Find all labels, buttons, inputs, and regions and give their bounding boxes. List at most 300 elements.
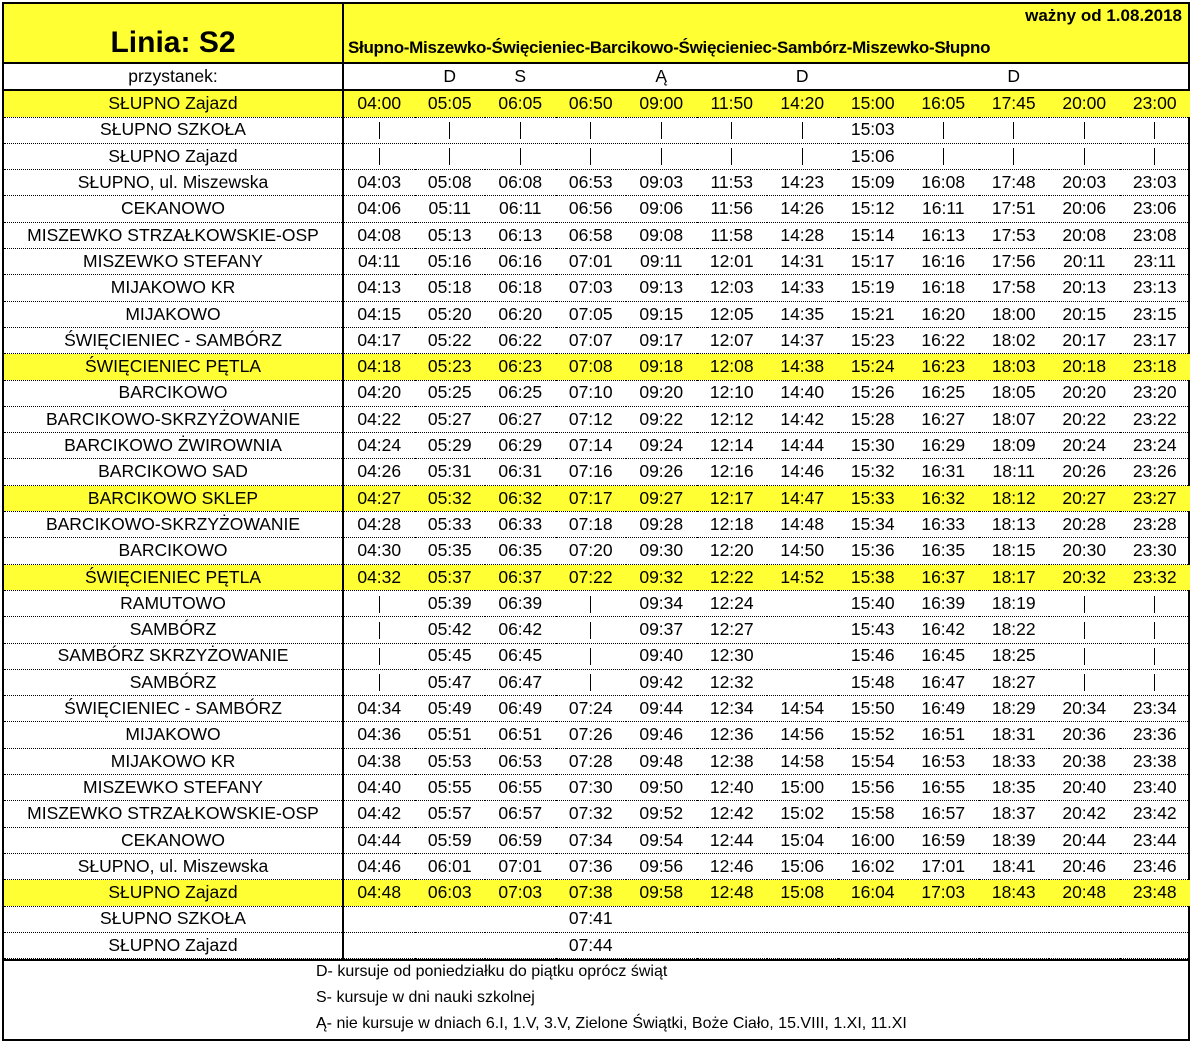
departure-time: 07:41 [556,906,627,932]
stop-row [4,669,1190,695]
note-d: D- kursuje od poniedziałku do piątku oprócz świąt [316,963,668,981]
departure-time: 15:26 [838,380,909,406]
departure-time: 04:00 [343,90,415,117]
departure-time: 07:44 [556,932,627,958]
departure-time: 06:42 [485,617,556,643]
departure-time: 05:37 [415,564,486,590]
departure-time: 06:33 [485,512,556,538]
departure-time: 14:52 [767,564,838,590]
stop-row [4,775,1190,801]
departure-time: 20:15 [1049,301,1120,327]
pass-through-bar [802,148,803,165]
pass-through-bar [590,674,591,691]
departure-time: 15:38 [838,564,909,590]
departure-time: 17:48 [979,170,1050,196]
departure-time: 16:04 [838,880,909,906]
departure-time: 17:58 [979,275,1050,301]
departure-time: 12:27 [697,617,768,643]
stop-row [4,748,1190,774]
departure-time: 20:24 [1049,433,1120,459]
departure-time: 18:19 [979,590,1050,616]
departure-time: 18:39 [979,827,1050,853]
departure-time: 12:18 [697,512,768,538]
no-stop-bar [1120,143,1191,169]
departure-time: 12:42 [697,801,768,827]
departure-time: 09:37 [626,617,697,643]
course-marker [1049,64,1120,90]
departure-time: 14:50 [767,538,838,564]
departure-time: 15:06 [838,143,909,169]
stop-name: CEKANOWO [4,196,343,222]
departure-time: 05:29 [415,433,486,459]
departure-time: 15:36 [838,538,909,564]
stop-name: BARCIKOWO-SKRZYŻOWANIE [4,512,343,538]
pass-through-bar [1013,148,1014,165]
departure-time: 20:20 [1049,380,1120,406]
departure-time: 09:48 [626,748,697,774]
departure-time: 16:57 [908,801,979,827]
departure-time: 12:22 [697,564,768,590]
departure-time: 15:03 [838,117,909,143]
no-stop-bar [556,590,627,616]
departure-time: 06:53 [556,170,627,196]
departure-time: 20:11 [1049,249,1120,275]
departure-time: 20:03 [1049,170,1120,196]
pass-through-bar [1084,622,1085,639]
departure-time: 11:53 [697,170,768,196]
departure-time: 12:48 [697,880,768,906]
departure-time [979,906,1050,932]
departure-time: 05:27 [415,406,486,432]
departure-time: 12:07 [697,327,768,353]
departure-time: 16:32 [908,485,979,511]
departure-time: 18:02 [979,327,1050,353]
departure-time [1120,906,1191,932]
course-marker [343,64,415,90]
departure-time [767,669,838,695]
departure-time: 06:49 [485,696,556,722]
no-stop-bar [1049,590,1120,616]
no-stop-bar [556,117,627,143]
departure-time [767,617,838,643]
departure-time: 05:51 [415,722,486,748]
departure-time: 15:21 [838,301,909,327]
departure-time: 04:06 [343,196,415,222]
pass-through-bar [520,148,521,165]
course-marker [697,64,768,90]
departure-time: 06:29 [485,433,556,459]
departure-time: 16:13 [908,222,979,248]
departure-time: 20:38 [1049,748,1120,774]
departure-time: 04:48 [343,880,415,906]
departure-time: 09:40 [626,643,697,669]
route-box [344,4,1188,62]
departure-time [838,932,909,958]
departure-time [626,932,697,958]
departure-time: 09:20 [626,380,697,406]
no-stop-bar [908,143,979,169]
departure-time: 20:26 [1049,459,1120,485]
departure-time: 07:01 [485,853,556,879]
timetable [4,64,1190,959]
departure-time: 07:14 [556,433,627,459]
departure-time: 18:41 [979,853,1050,879]
pass-through-bar [379,674,380,691]
departure-time [485,932,556,958]
departure-time: 18:07 [979,406,1050,432]
pass-through-bar [1154,148,1155,165]
departure-time: 15:06 [767,853,838,879]
departure-time: 18:00 [979,301,1050,327]
stop-row [4,301,1190,327]
departure-time: 07:03 [485,880,556,906]
departure-time: 06:03 [415,880,486,906]
departure-time: 15:54 [838,748,909,774]
departure-time: 15:17 [838,249,909,275]
departure-time: 06:31 [485,459,556,485]
departure-time [767,643,838,669]
departure-time: 07:07 [556,327,627,353]
departure-time [767,932,838,958]
departure-time: 11:58 [697,222,768,248]
column-header-row [4,64,1190,90]
no-stop-bar [697,143,768,169]
pass-through-bar [1084,674,1085,691]
departure-time: 09:17 [626,327,697,353]
stop-name: SŁUPNO, ul. Miszewska [4,853,343,879]
pass-through-bar [1154,648,1155,665]
departure-time: 23:00 [1120,90,1191,117]
departure-time: 14:20 [767,90,838,117]
departure-time: 15:04 [767,827,838,853]
departure-time: 07:24 [556,696,627,722]
departure-time: 07:16 [556,459,627,485]
departure-time: 09:11 [626,249,697,275]
departure-time: 05:47 [415,669,486,695]
departure-time: 17:03 [908,880,979,906]
departure-time: 20:17 [1049,327,1120,353]
departure-time: 05:55 [415,775,486,801]
stop-row [4,722,1190,748]
departure-time: 04:36 [343,722,415,748]
departure-time: 15:48 [838,669,909,695]
departure-time: 16:49 [908,696,979,722]
departure-time [1049,932,1120,958]
departure-time [979,932,1050,958]
departure-time: 05:11 [415,196,486,222]
departure-time: 16:18 [908,275,979,301]
departure-time: 16:47 [908,669,979,695]
pass-through-bar [449,122,450,139]
departure-time: 07:03 [556,275,627,301]
departure-time: 09:00 [626,90,697,117]
departure-time: 05:31 [415,459,486,485]
departure-time: 15:12 [838,196,909,222]
departure-time: 15:02 [767,801,838,827]
no-stop-bar [1120,643,1191,669]
departure-time: 16:25 [908,380,979,406]
stop-name: SAMBÓRZ [4,617,343,643]
departure-time: 12:03 [697,275,768,301]
departure-time: 20:40 [1049,775,1120,801]
departure-time: 09:18 [626,354,697,380]
departure-time [838,906,909,932]
stop-name: MIJAKOWO KR [4,275,343,301]
departure-time: 07:12 [556,406,627,432]
departure-time: 16:02 [838,853,909,879]
stop-row [4,380,1190,406]
departure-time: 12:40 [697,775,768,801]
departure-time: 06:13 [485,222,556,248]
departure-time: 09:54 [626,827,697,853]
stop-row [4,406,1190,432]
departure-time: 12:01 [697,249,768,275]
departure-time: 09:15 [626,301,697,327]
pass-through-bar [449,148,450,165]
pass-through-bar [379,148,380,165]
pass-through-bar [1084,648,1085,665]
departure-time: 14:48 [767,512,838,538]
departure-time: 18:31 [979,722,1050,748]
departure-time: 16:59 [908,827,979,853]
stop-row [4,170,1190,196]
departure-time: 04:13 [343,275,415,301]
departure-time: 04:42 [343,801,415,827]
no-stop-bar [1120,669,1191,695]
departure-time: 23:15 [1120,301,1191,327]
no-stop-bar [1120,117,1191,143]
departure-time: 04:17 [343,327,415,353]
departure-time: 04:27 [343,485,415,511]
stop-name: MIJAKOWO [4,301,343,327]
departure-time [908,932,979,958]
departure-time: 14:26 [767,196,838,222]
departure-time: 14:54 [767,696,838,722]
stop-name: ŚWIĘCIENIEC PĘTLA [4,354,343,380]
no-stop-bar [697,117,768,143]
departure-time: 04:46 [343,853,415,879]
departure-time: 06:16 [485,249,556,275]
departure-time: 23:34 [1120,696,1191,722]
departure-time: 23:30 [1120,538,1191,564]
departure-time: 15:50 [838,696,909,722]
stop-row [4,459,1190,485]
departure-time: 16:22 [908,327,979,353]
no-stop-bar [767,143,838,169]
departure-time: 07:01 [556,249,627,275]
departure-time: 09:50 [626,775,697,801]
departure-time: 06:50 [556,90,627,117]
departure-time: 07:30 [556,775,627,801]
departure-time: 09:58 [626,880,697,906]
departure-time: 09:52 [626,801,697,827]
pass-through-bar [943,148,944,165]
departure-time: 06:58 [556,222,627,248]
departure-time [697,932,768,958]
departure-time: 09:24 [626,433,697,459]
departure-time: 05:57 [415,801,486,827]
departure-time: 12:12 [697,406,768,432]
highlighted-stop-row [4,485,1190,511]
departure-time: 18:22 [979,617,1050,643]
departure-time [908,906,979,932]
departure-time: 15:32 [838,459,909,485]
departure-time: 23:48 [1120,880,1191,906]
departure-time: 06:23 [485,354,556,380]
pass-through-bar [379,122,380,139]
departure-time: 20:00 [1049,90,1120,117]
departure-time: 05:08 [415,170,486,196]
departure-time: 09:32 [626,564,697,590]
no-stop-bar [1120,617,1191,643]
departure-time: 14:58 [767,748,838,774]
stop-name: MISZEWKO STEFANY [4,249,343,275]
stop-row [4,275,1190,301]
departure-time: 12:46 [697,853,768,879]
pass-through-bar [802,122,803,139]
departure-time: 07:38 [556,880,627,906]
departure-time: 16:29 [908,433,979,459]
stop-name: MIJAKOWO KR [4,748,343,774]
departure-time: 15:40 [838,590,909,616]
departure-time: 12:34 [697,696,768,722]
departure-time: 04:28 [343,512,415,538]
no-stop-bar [1049,617,1120,643]
departure-time: 09:34 [626,590,697,616]
departure-time: 23:38 [1120,748,1191,774]
departure-time: 05:22 [415,327,486,353]
departure-time: 12:08 [697,354,768,380]
departure-time: 05:42 [415,617,486,643]
departure-time: 07:10 [556,380,627,406]
departure-time: 12:14 [697,433,768,459]
departure-time: 23:44 [1120,827,1191,853]
departure-time: 06:37 [485,564,556,590]
departure-time: 15:52 [838,722,909,748]
departure-time: 16:00 [838,827,909,853]
pass-through-bar [1084,122,1085,139]
departure-time: 07:36 [556,853,627,879]
departure-time: 18:27 [979,669,1050,695]
departure-time: 04:24 [343,433,415,459]
stop-row [4,853,1190,879]
departure-time: 09:30 [626,538,697,564]
stop-name: ŚWIĘCIENIEC PĘTLA [4,564,343,590]
stop-column-header: przystanek: [4,64,343,90]
stop-name: MISZEWKO STRZAŁKOWSKIE-OSP [4,222,343,248]
departure-time: 15:30 [838,433,909,459]
departure-time: 12:10 [697,380,768,406]
departure-time: 07:28 [556,748,627,774]
departure-time: 15:08 [767,880,838,906]
no-stop-bar [1049,669,1120,695]
departure-time: 14:37 [767,327,838,353]
highlighted-stop-row [4,880,1190,906]
stop-name: BARCIKOWO SAD [4,459,343,485]
stop-row [4,827,1190,853]
pass-through-bar [590,122,591,139]
course-marker [838,64,909,90]
departure-time: 06:53 [485,748,556,774]
departure-time: 14:31 [767,249,838,275]
no-stop-bar [1049,143,1120,169]
departure-time: 15:34 [838,512,909,538]
departure-time: 05:53 [415,748,486,774]
timetable-sheet [2,2,1190,1041]
line-title-box [4,4,344,62]
departure-time: 23:08 [1120,222,1191,248]
departure-time: 06:59 [485,827,556,853]
departure-time: 09:27 [626,485,697,511]
departure-time: 04:38 [343,748,415,774]
departure-time: 04:22 [343,406,415,432]
departure-time: 14:44 [767,433,838,459]
departure-time: 16:45 [908,643,979,669]
stop-name: BARCIKOWO-SKRZYŻOWANIE [4,406,343,432]
departure-time: 16:33 [908,512,979,538]
stop-name: MISZEWKO STEFANY [4,775,343,801]
departure-time [626,906,697,932]
route-description: Słupno-Miszewko-Święcieniec-Barcikowo-Święcieniec-Sambórz-Miszewko-Słupno [348,38,991,57]
departure-time: 23:24 [1120,433,1191,459]
departure-time: 16:51 [908,722,979,748]
departure-time: 16:53 [908,748,979,774]
departure-time [343,932,415,958]
stop-row [4,117,1190,143]
departure-time: 06:39 [485,590,556,616]
departure-time: 23:20 [1120,380,1191,406]
stop-row [4,327,1190,353]
pass-through-bar [379,622,380,639]
departure-time [485,906,556,932]
departure-time: 05:35 [415,538,486,564]
stop-name: BARCIKOWO SKLEP [4,485,343,511]
line-title: Linia: S2 [110,26,236,59]
departure-time: 15:33 [838,485,909,511]
departure-time: 05:25 [415,380,486,406]
stop-row [4,143,1190,169]
no-stop-bar [979,143,1050,169]
departure-time: 18:12 [979,485,1050,511]
departure-time: 12:30 [697,643,768,669]
stop-name: ŚWIĘCIENIEC - SAMBÓRZ [4,696,343,722]
departure-time: 15:14 [838,222,909,248]
departure-time: 06:18 [485,275,556,301]
departure-time: 12:20 [697,538,768,564]
stop-row [4,512,1190,538]
departure-time: 09:56 [626,853,697,879]
departure-time: 23:32 [1120,564,1191,590]
timetable-header [4,4,1188,64]
stop-name: SŁUPNO Zajazd [4,143,343,169]
departure-time: 20:34 [1049,696,1120,722]
departure-time: 09:28 [626,512,697,538]
departure-time: 16:39 [908,590,979,616]
stop-row [4,196,1190,222]
no-stop-bar [343,143,415,169]
departure-time: 04:11 [343,249,415,275]
departure-time: 23:28 [1120,512,1191,538]
departure-time: 20:27 [1049,485,1120,511]
stop-row [4,696,1190,722]
departure-time: 04:20 [343,380,415,406]
departure-time: 06:51 [485,722,556,748]
departure-time: 23:27 [1120,485,1191,511]
departure-time: 14:35 [767,301,838,327]
departure-time: 07:17 [556,485,627,511]
pass-through-bar [1084,148,1085,165]
departure-time: 07:20 [556,538,627,564]
